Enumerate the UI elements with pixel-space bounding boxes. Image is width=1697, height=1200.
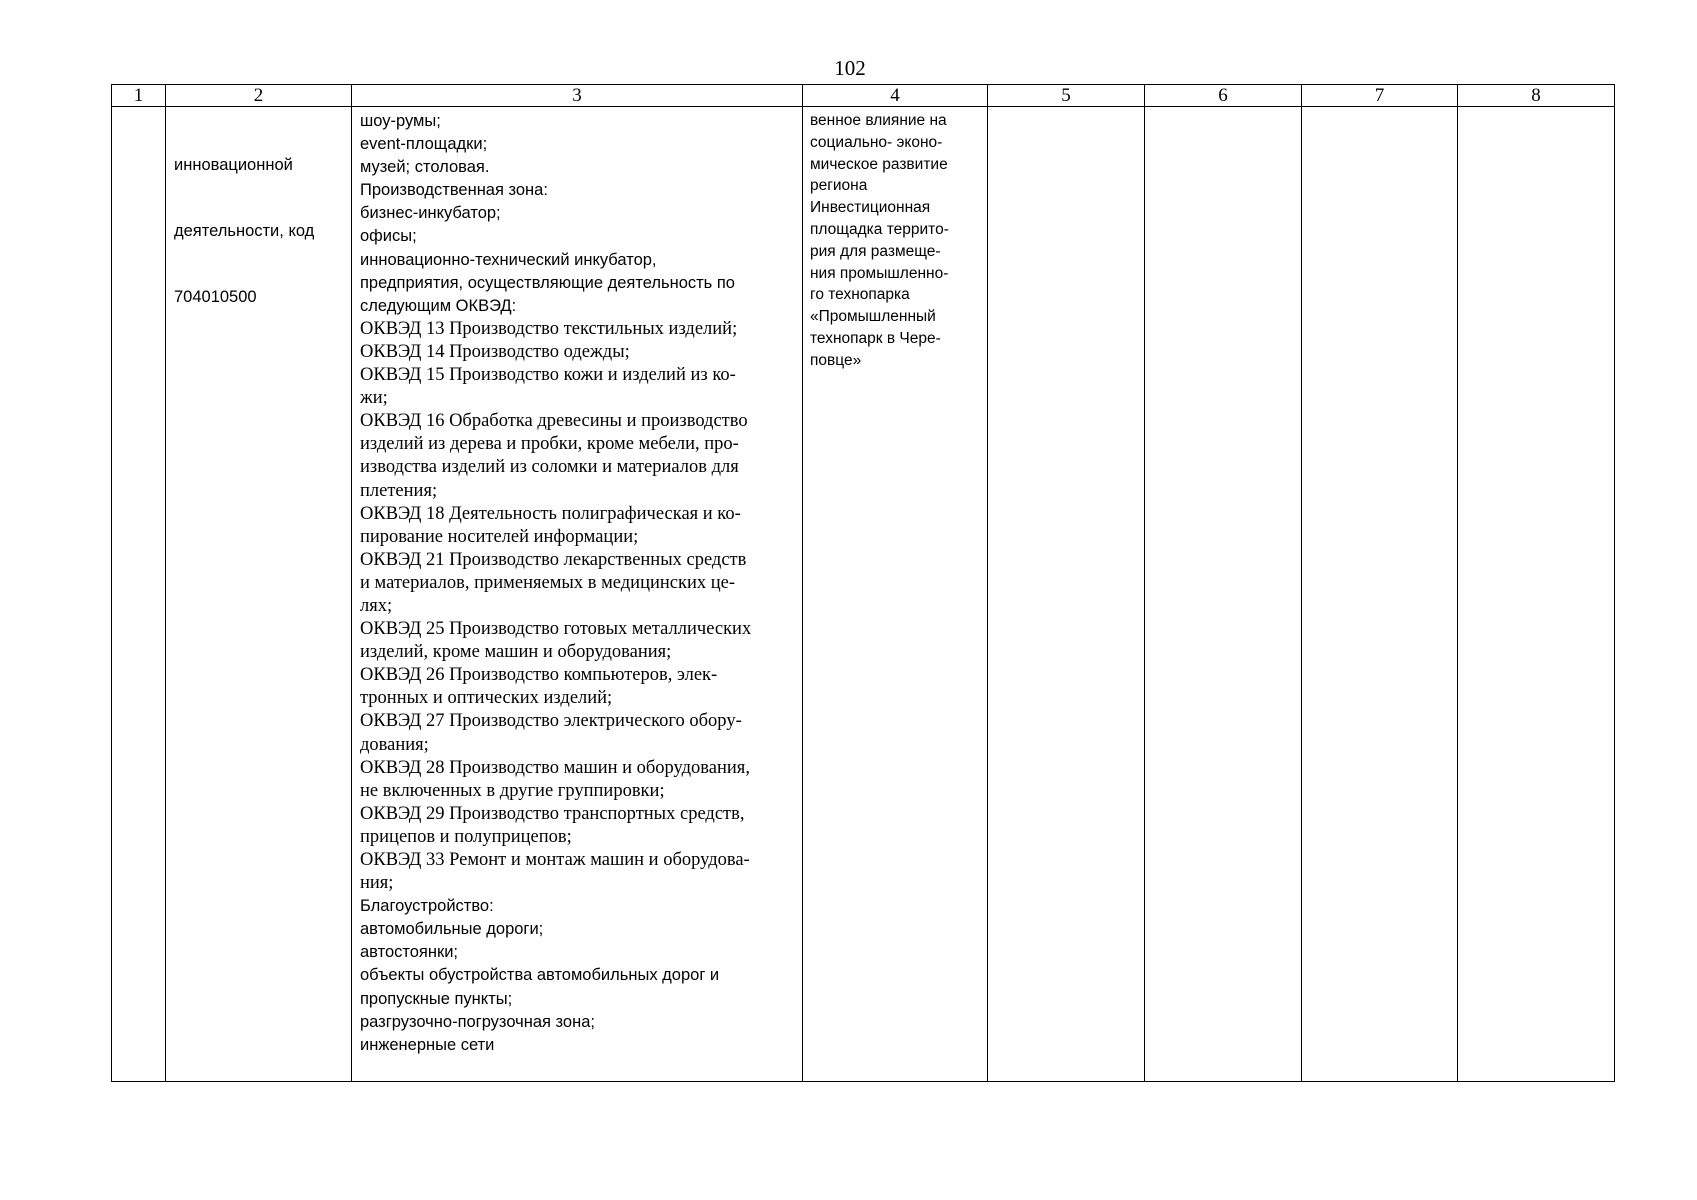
cell-col-4 bbox=[803, 107, 988, 1082]
text-line: инновационно-технический инкубатор, bbox=[360, 250, 657, 269]
text-line: го технопарка bbox=[810, 286, 910, 304]
document-table bbox=[111, 84, 1615, 1082]
text-line: Инвестиционная bbox=[810, 199, 931, 217]
text-line: венное влияние на bbox=[810, 112, 947, 129]
column-header-4: 4 bbox=[803, 85, 988, 107]
text-line: ОКВЭД 25 Производство готовых металлических bbox=[360, 619, 752, 640]
facilities-list bbox=[352, 107, 802, 1057]
header-row bbox=[112, 85, 1615, 107]
text-line: «Промышленный bbox=[810, 308, 936, 326]
text-line: тронных и оптических изделий; bbox=[360, 688, 613, 709]
text-line: повце» bbox=[810, 351, 862, 369]
table-row bbox=[112, 107, 1615, 1082]
text-line: event-площадки; bbox=[360, 135, 488, 154]
column-header-5: 5 bbox=[988, 85, 1145, 107]
text-line: инженерные сети bbox=[360, 1035, 495, 1054]
cell-col-6 bbox=[1145, 107, 1302, 1082]
cell-col-8 bbox=[1458, 107, 1615, 1082]
text-line: 704010500 bbox=[174, 288, 257, 306]
text-line: изделий из дерева и пробки, кроме мебели, про- bbox=[360, 434, 739, 455]
text-line: следующим ОКВЭД: bbox=[360, 296, 517, 315]
text-line: не включенных в другие группировки; bbox=[360, 780, 665, 801]
text-line: деятельности, код bbox=[174, 222, 315, 240]
cell-col-1 bbox=[112, 107, 166, 1082]
column-header-2: 2 bbox=[166, 85, 352, 107]
influence-description bbox=[803, 107, 987, 372]
text-line: жи; bbox=[360, 388, 388, 409]
text-line: технопарк в Чере- bbox=[810, 329, 941, 347]
text-line: прицепов и полуприцепов; bbox=[360, 826, 572, 847]
text-line: ОКВЭД 14 Производство одежды; bbox=[360, 341, 630, 362]
text-line: ОКВЭД 13 Производство текстильных изделий; bbox=[360, 318, 738, 339]
text-line: ОКВЭД 29 Производство транспортных средств, bbox=[360, 803, 745, 824]
text-line: изделий, кроме машин и оборудования; bbox=[360, 642, 672, 663]
text-line: бизнес-инкубатор; bbox=[360, 204, 501, 223]
text-line: Благоустройство: bbox=[360, 897, 494, 916]
text-line: и материалов, применяемых в медицинских це- bbox=[360, 572, 736, 593]
text-line: ния промышленно- bbox=[810, 264, 949, 282]
text-line: рия для размеще- bbox=[810, 242, 941, 260]
text-line: офисы; bbox=[360, 227, 417, 246]
activity-code-text bbox=[166, 107, 351, 352]
text-line: ОКВЭД 18 Деятельность полиграфическая и ко- bbox=[360, 503, 741, 524]
column-header-8: 8 bbox=[1458, 85, 1615, 107]
text-line: ОКВЭД 26 Производство компьютеров, элек- bbox=[360, 665, 718, 686]
text-line: изводства изделий из соломки и материалов для bbox=[360, 457, 739, 478]
text-line: шоу-румы; bbox=[360, 112, 441, 130]
text-line: мическое развитие bbox=[810, 155, 948, 173]
text-line: ОКВЭД 27 Производство электрического обору- bbox=[360, 711, 742, 732]
text-line: региона bbox=[810, 177, 868, 195]
column-header-3: 3 bbox=[352, 85, 803, 107]
text-line: плетения; bbox=[360, 480, 438, 501]
text-line: инновационной bbox=[174, 156, 293, 174]
text-line: автомобильные дороги; bbox=[360, 920, 544, 939]
text-line: ОКВЭД 28 Производство машин и оборудования, bbox=[360, 757, 750, 778]
text-line: объекты обустройства автомобильных дорог и bbox=[360, 966, 720, 985]
text-line: музей; столовая. bbox=[360, 158, 490, 177]
text-line: дования; bbox=[360, 734, 429, 755]
column-header-1: 1 bbox=[112, 85, 166, 107]
text-line: Производственная зона: bbox=[360, 181, 548, 200]
text-line: пропускные пункты; bbox=[360, 989, 513, 1008]
text-line: ОКВЭД 16 Обработка древесины и производство bbox=[360, 411, 748, 432]
text-line: ОКВЭД 33 Ремонт и монтаж машин и оборудова- bbox=[360, 850, 750, 870]
text-line: социально- эконо- bbox=[810, 133, 943, 151]
page-number: 102 bbox=[834, 56, 866, 80]
text-line: разгрузочно-погрузочная зона; bbox=[360, 1012, 595, 1031]
text-line: ОКВЭД 15 Производство кожи и изделий из ко- bbox=[360, 365, 736, 386]
text-line: ния; bbox=[360, 873, 394, 894]
text-line: площадка террито- bbox=[810, 220, 949, 238]
text-line: автостоянки; bbox=[360, 943, 458, 962]
text-line: пирование носителей информации; bbox=[360, 526, 639, 547]
column-header-6: 6 bbox=[1145, 85, 1302, 107]
text-line: предприятия, осуществляющие деятельность по bbox=[360, 273, 735, 292]
cell-col-7 bbox=[1302, 107, 1458, 1082]
cell-col-2 bbox=[166, 107, 352, 1082]
cell-col-5 bbox=[988, 107, 1145, 1082]
text-line: лях; bbox=[360, 595, 393, 616]
column-header-7: 7 bbox=[1302, 85, 1458, 107]
cell-col-3 bbox=[352, 107, 803, 1082]
text-line: ОКВЭД 21 Производство лекарственных средств bbox=[360, 549, 747, 570]
